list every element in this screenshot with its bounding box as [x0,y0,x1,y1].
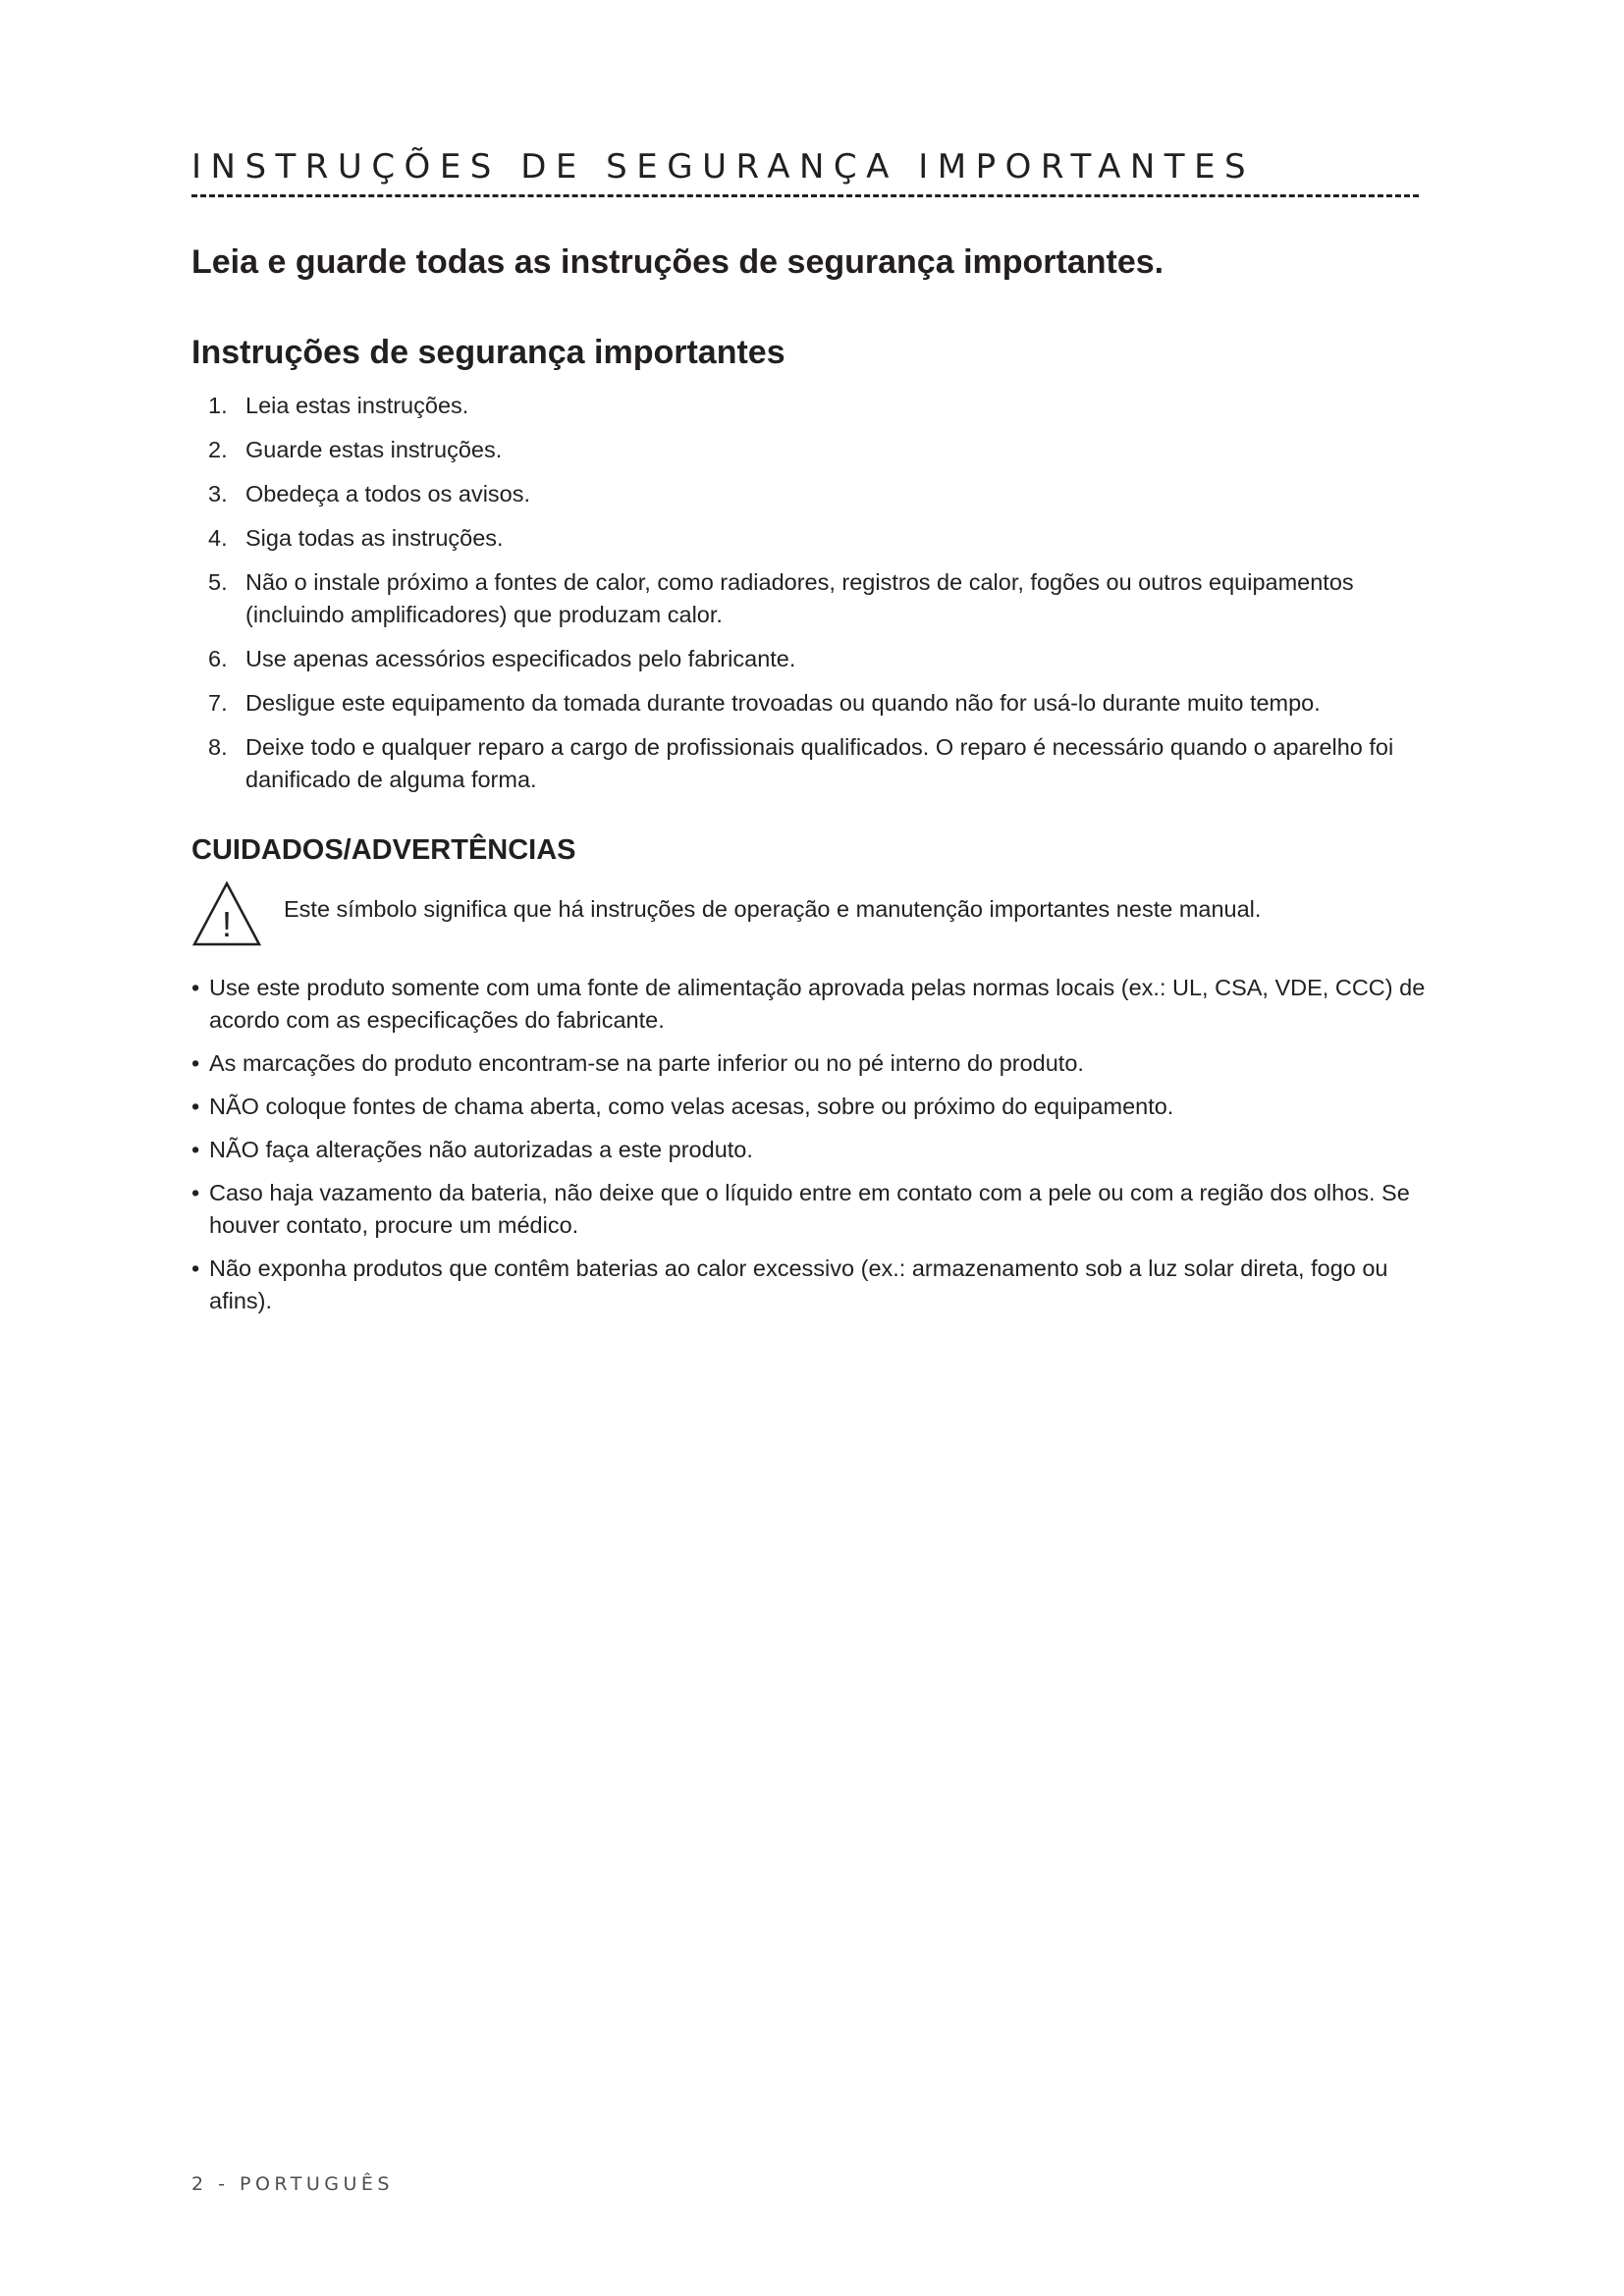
caution-text: Caso haja vazamento da bateria, não deixe que o líquido entre em contato com a pele ou com a região dos olhos. Se houver contato, procure um médico. [209,1180,1410,1238]
bullet-marker: • [191,975,200,1000]
instruction-text: Use apenas acessórios especificados pelo fabricante. [245,646,796,671]
caution-text: NÃO coloque fontes de chama aberta, como velas acesas, sobre ou próximo do equipamento. [209,1094,1174,1119]
warning-symbol-row [191,881,1419,949]
instruction-item [191,478,1419,510]
caution-item [191,1091,1429,1123]
instructions-list [191,390,1419,808]
dashed-divider [191,194,1419,197]
symbol-description: Este símbolo significa que há instruções de operação e manutenção importantes neste manual. [284,896,1262,922]
instruction-text: Não o instale próximo a fontes de calor, como radiadores, registros de calor, fogões ou outros equipamentos (incluindo amplificadores) que produzam calor. [245,569,1354,627]
warning-mark: ! [221,904,233,944]
caution-item [191,972,1429,1037]
bullet-marker: • [191,1180,200,1205]
instruction-text: Deixe todo e qualquer reparo a cargo de profissionais qualificados. O reparo é necessário quando o aparelho foi danificado de alguma forma. [245,734,1394,792]
instructions-subheading: Instruções de segurança importantes [191,334,785,371]
instruction-number: 1. [208,393,228,418]
intro-statement: Leia e guarde todas as instruções de segurança importantes. [191,243,1164,281]
caution-text: NÃO faça alterações não autorizadas a este produto. [209,1137,753,1162]
instruction-number: 6. [208,646,228,671]
manual-page [191,0,1426,2296]
caution-item [191,1134,1429,1166]
instruction-number: 2. [208,437,228,462]
instruction-number: 7. [208,690,228,716]
instruction-number: 4. [208,525,228,551]
instruction-text: Siga todas as instruções. [245,525,504,551]
caution-item [191,1047,1429,1080]
cautions-list [191,972,1429,1328]
caution-item [191,1177,1429,1242]
caution-text: As marcações do produto encontram-se na parte inferior ou no pé interno do produto. [209,1050,1084,1076]
instruction-number: 3. [208,481,228,507]
section-title: INSTRUÇÕES DE SEGURANÇA IMPORTANTES [191,147,1256,187]
instruction-text: Guarde estas instruções. [245,437,503,462]
cautions-heading: CUIDADOS/ADVERTÊNCIAS [191,834,576,866]
instruction-text: Obedeça a todos os avisos. [245,481,531,507]
instruction-number: 8. [208,734,228,760]
instruction-item [191,434,1419,466]
bullet-marker: • [191,1050,200,1076]
bullet-marker: • [191,1255,200,1281]
instruction-item [191,687,1419,720]
instruction-item [191,731,1419,796]
caution-text: Não exponha produtos que contêm baterias ao calor excessivo (ex.: armazenamento sob a luz solar direta, fogo ou afins). [209,1255,1388,1313]
instruction-text: Leia estas instruções. [245,393,469,418]
instruction-item [191,643,1419,675]
instruction-item [191,522,1419,555]
caution-text: Use este produto somente com uma fonte de alimentação aprovada pelas normas locais (ex.: UL, CSA, VDE, CCC) de acordo com as especificações do fabricante. [209,975,1426,1033]
bullet-marker: • [191,1094,200,1119]
page-footer: 2 - PORTUGUÊS [191,2173,394,2195]
instruction-item [191,566,1419,631]
instruction-text: Desligue este equipamento da tomada durante trovoadas ou quando não for usá-lo durante muito tempo. [245,690,1321,716]
instruction-item [191,390,1419,422]
instruction-number: 5. [208,569,228,595]
warning-triangle-icon [191,881,262,947]
caution-item [191,1253,1429,1317]
bullet-marker: • [191,1137,200,1162]
